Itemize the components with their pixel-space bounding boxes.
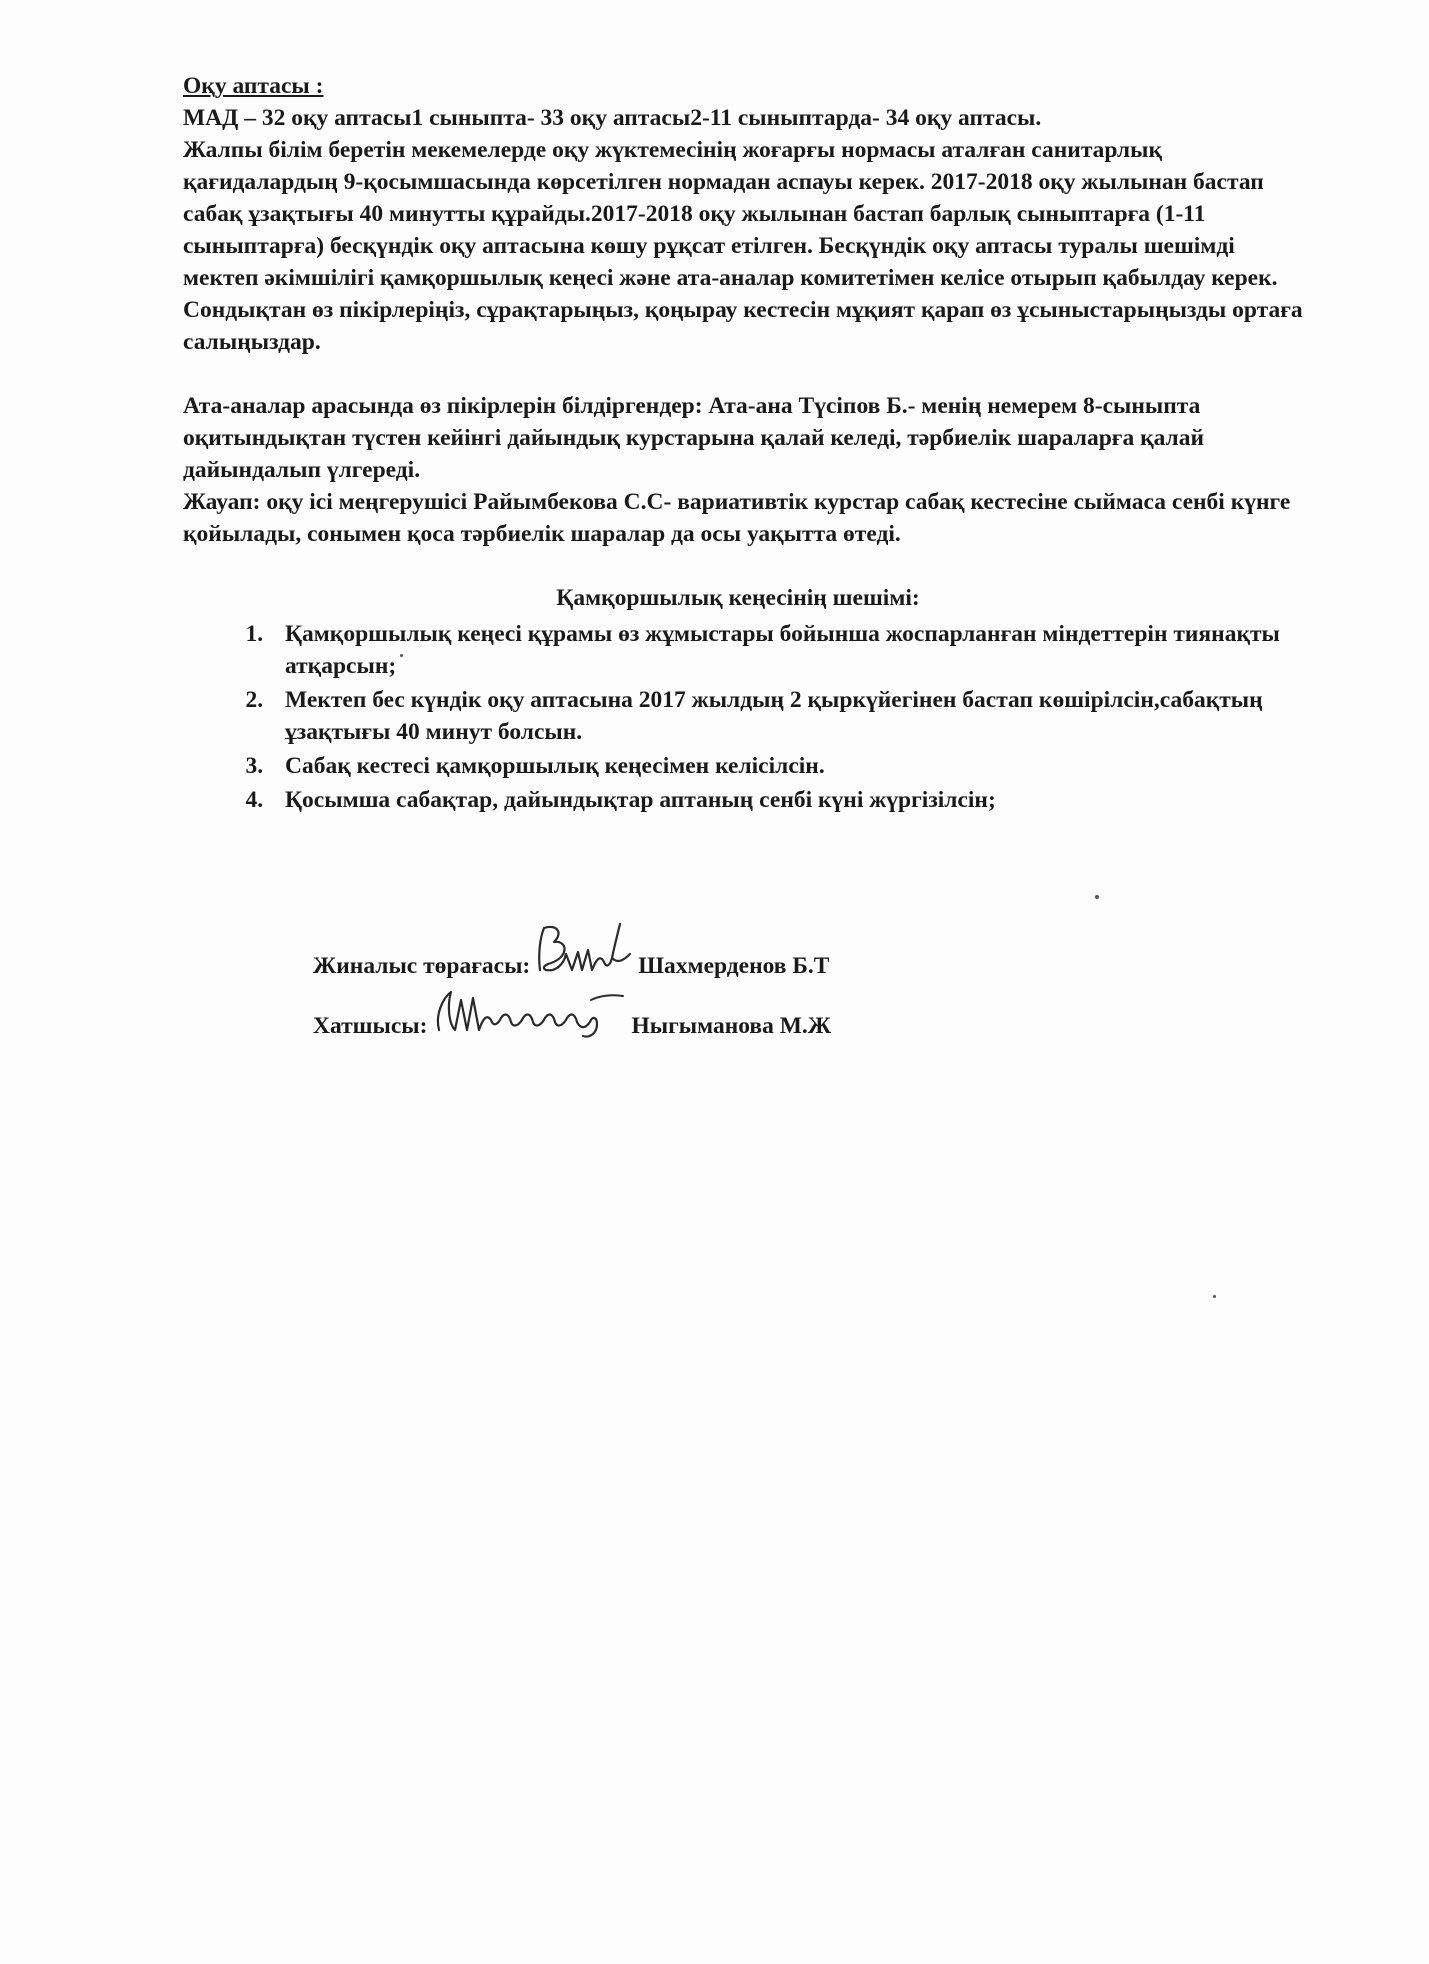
decision-item: 1. Қамқоршылық кеңесі құрамы өз жұмыстары бойынша жоспарланған міндеттерін тиянақты атқарсын;	[269, 618, 1289, 682]
decision-item: 4. Қосымша сабақтар, дайындықтар аптаның сенбі күні жүргізілсін;	[269, 784, 1289, 816]
decision-item: 3. Сабақ кестесі қамқоршылық кеңесімен келісілсін.	[269, 750, 1289, 782]
signature-block	[313, 920, 1113, 1040]
scan-speck	[400, 654, 403, 657]
answer-paragraph: Жауап: оқу ісі меңгерушісі Райымбекова С.С- вариативтік курстар сабақ кестесіне сыймаса сенбі күнге қойылады, сонымен қоса тәрбиелік шаралар да осы уақытта өтеді.	[183, 489, 1291, 547]
chair-label: Жиналыс төрағасы:	[313, 953, 531, 979]
week-counts-line: МАД – 32 оқу аптасы1 сыныпта- 33 оқу аптасы2-11 сыныптарда- 34 оқу аптасы.	[183, 105, 1042, 131]
secretary-name: Ныгыманова М.Ж	[631, 1013, 832, 1039]
decision-list	[183, 618, 1289, 816]
chair-name: Шахмерденов Б.Т	[638, 953, 830, 979]
secretary-label: Хатшысы:	[313, 1013, 428, 1039]
week-section-paragraph: Жалпы білім беретін мекемелерде оқу жүктемесінің жоғарғы нормасы аталған санитарлық қағидалардың 9-қосымшасында көрсетілген нормадан аспауы керек. 2017-2018 оқу жылынан бастап сабақ ұзақтығы 40 минутты құрайды.2017-2018 оқу жылынан бастап барлық сыныптарға (1-11 сыныптарға) бесқүндік оқу аптасына көшу рұқсат етілген. Бесқүндік оқу аптасы туралы шешімді мектеп әкімшілігі қамқоршылық кеңесі және ата-аналар комитетімен келісе отырып қабылдау керек. Сондықтан өз пікірлеріңіз, сұрақтарыңыз, қоңырау кестесін мұқият қарап өз ұсыныстарыңызды ортаға салыңыздар.	[183, 137, 1303, 355]
spacer	[183, 550, 1313, 582]
spacer	[183, 358, 1313, 390]
decision-heading: Қамқоршылық кеңесінің шешімі:	[556, 585, 920, 611]
scan-speck	[1095, 895, 1099, 899]
chair-signature-row	[313, 920, 1113, 980]
secretary-signature-mark	[431, 984, 627, 1040]
document-body	[183, 70, 1313, 818]
secretary-signature-row	[313, 980, 1113, 1040]
week-section-heading: Оқу аптасы :	[183, 73, 324, 99]
parent-question-paragraph: Ата-аналар арасында өз пікірлерін білдіргендер: Ата-ана Түсіпов Б.- менің немерем 8-сыныпта оқитындықтан түстен кейінгі дайындық курстарына қалай келеді, тәрбиелік шараларға қалай дайындалып үлгереді.	[183, 393, 1205, 483]
decision-item: 2. Мектеп бес күндік оқу аптасына 2017 жылдың 2 қыркүйегінен бастап көшірілсін,сабақтың ұзақтығы 40 минут болсын.	[269, 684, 1289, 748]
scan-speck	[1213, 1295, 1216, 1298]
chair-signature-mark	[534, 918, 634, 980]
